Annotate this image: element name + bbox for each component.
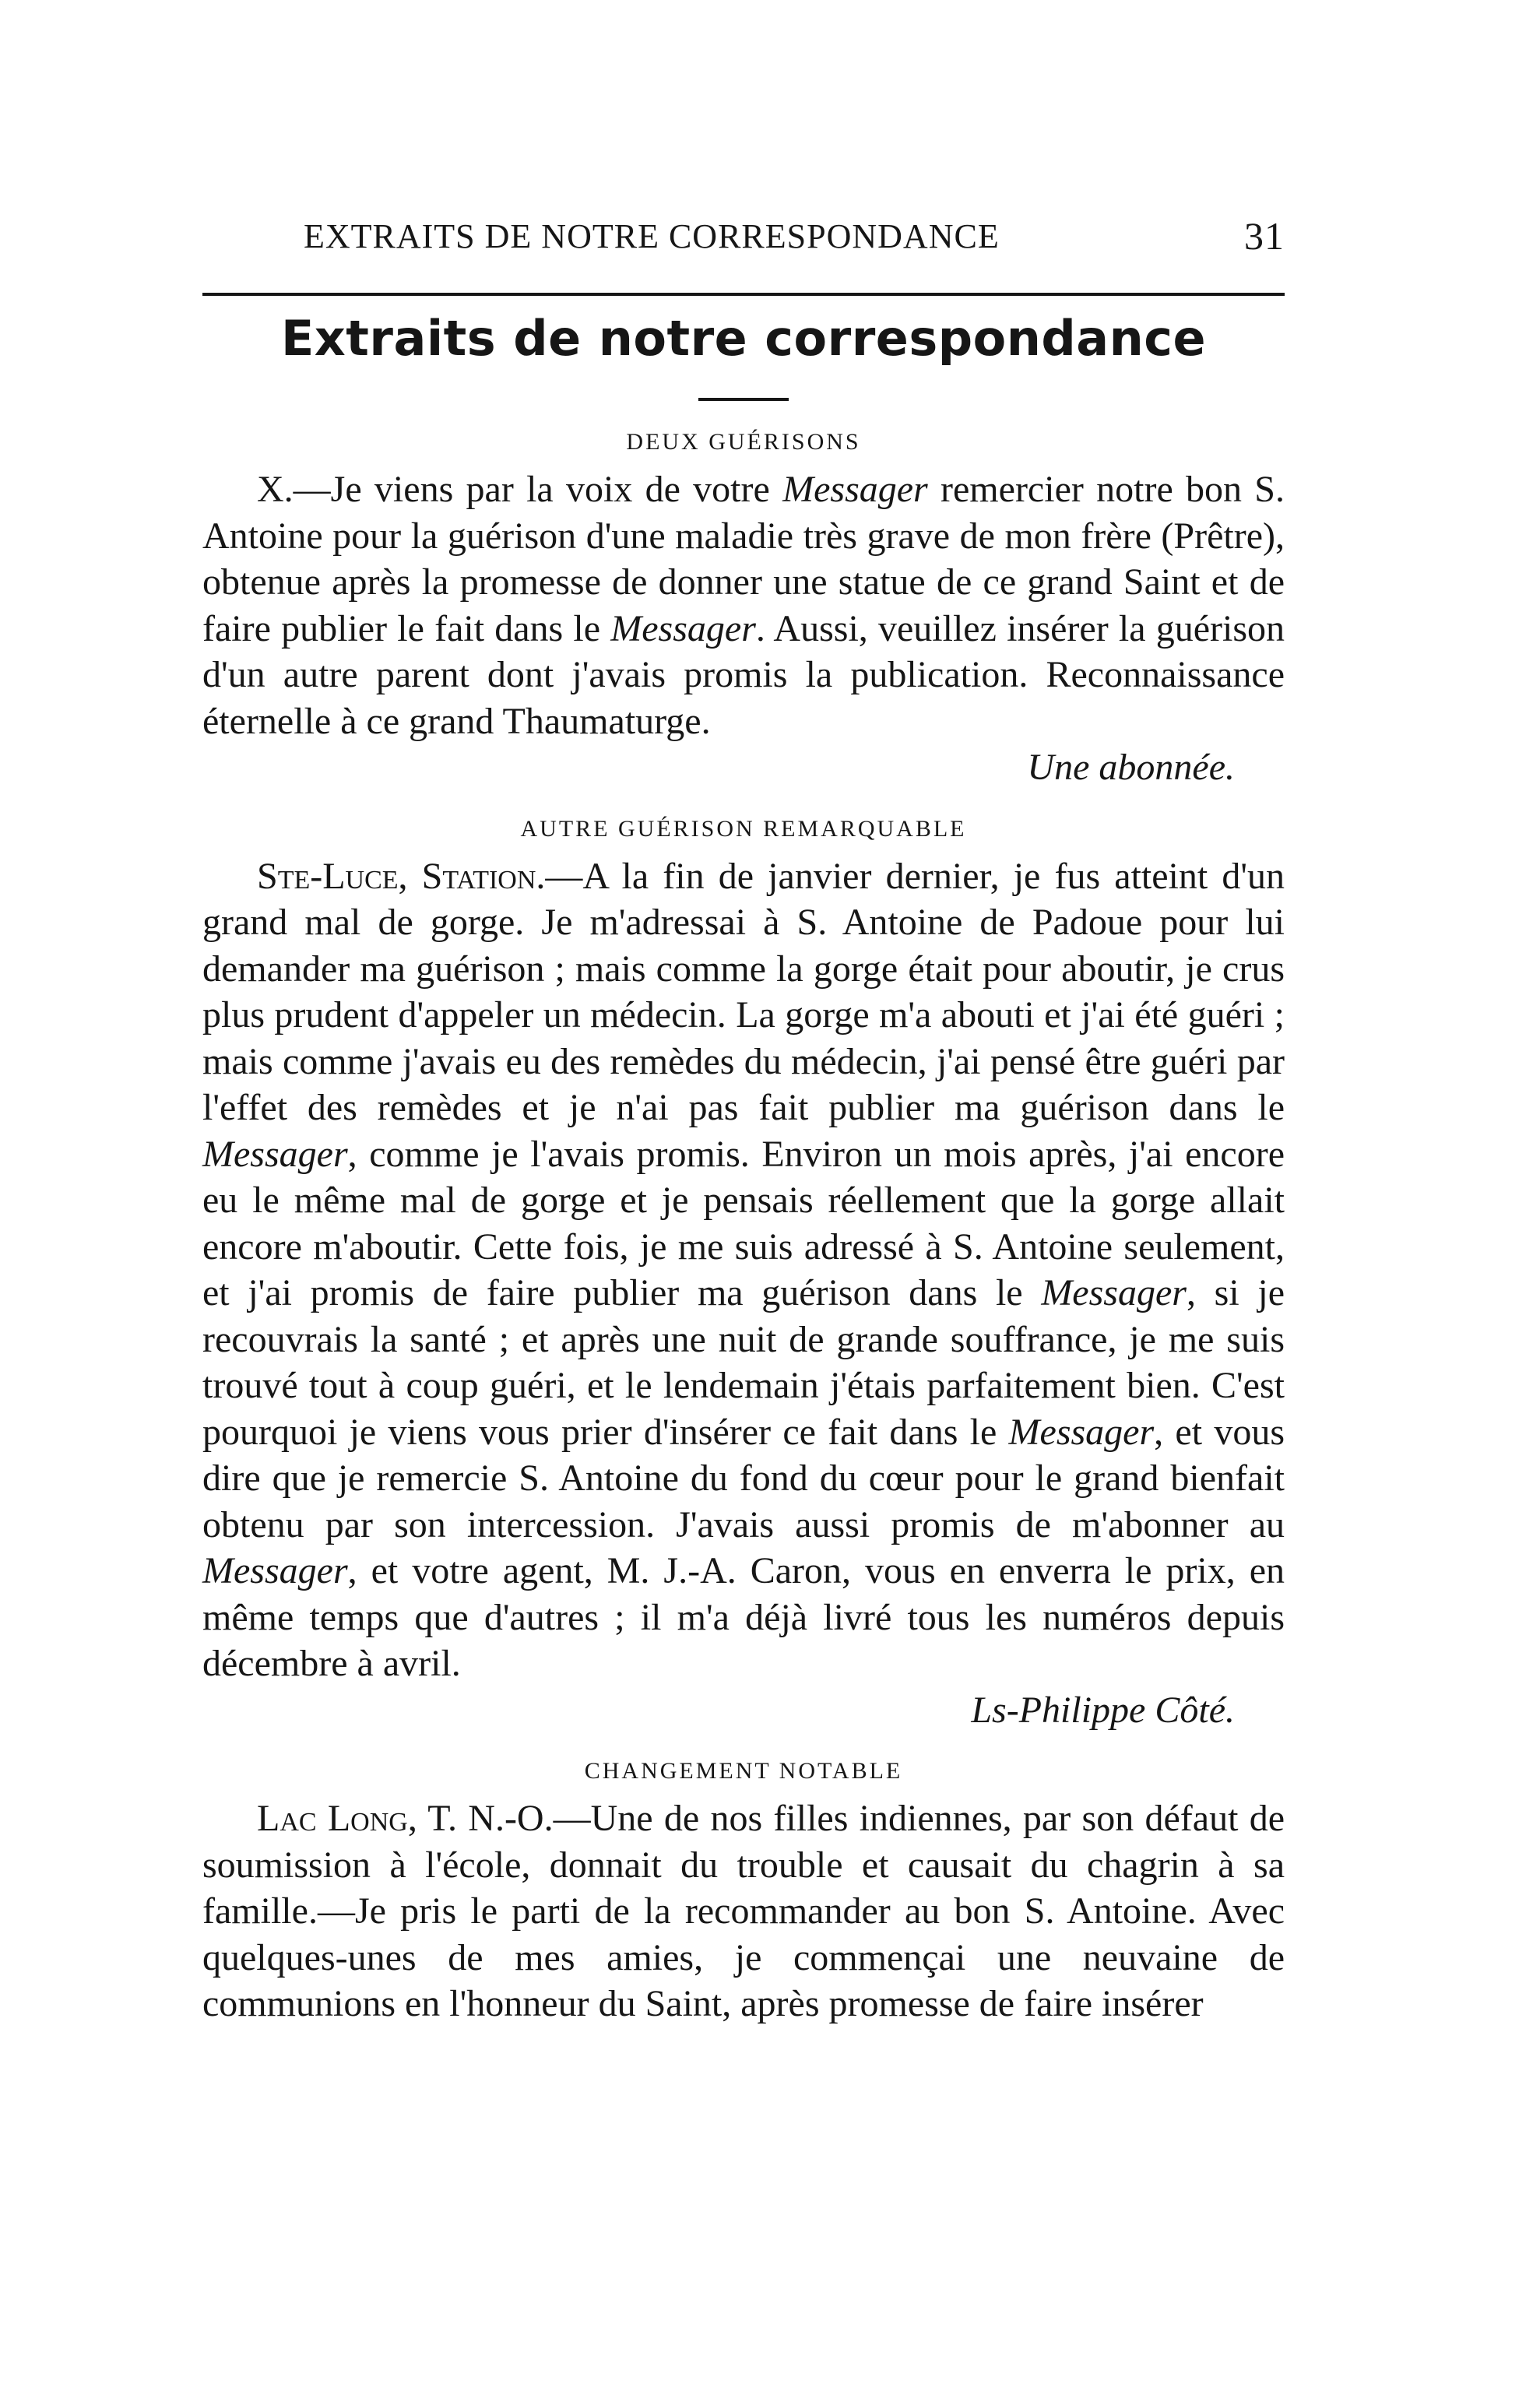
page [202, 210, 1285, 2027]
article-title: Extraits de notre correspondance [280, 310, 1207, 367]
letter-body: X.—Je viens par la voix de votre Messager remercier notre bon S. Antoine pour la guérison d'une maladie très grave de mon frère (Prêtre), obtenue après la promesse de donner une statue de ce grand Saint et de faire publier le fait dans le Messager. Aussi, veuillez insérer la guérison d'un autre parent dont j'avais promis la publication. Reconnaissance éternelle à ce grand Thaumaturge. [202, 469, 1285, 742]
journal-title: Messager [782, 469, 928, 510]
header-rule [202, 293, 1285, 296]
section-heading-deux-guerisons: DEUX GUÉRISONS [626, 429, 861, 455]
running-title: EXTRAITS DE NOTRE CORRESPONDANCE [304, 217, 1000, 255]
letter-body: —Une de nos filles indiennes, par son défaut de soumission à l'école, donnait du trouble et causait du chagrin à sa famille.—Je pris le parti de la recommander au bon S. Antoine. Avec quelques-unes de mes amies, je commençai une neuvaine de communions en l'honneur du Saint, après promesse de faire insérer [202, 1798, 1285, 2024]
letter-place: Lac Long, T. N.-O. [257, 1798, 554, 1839]
journal-title: Messager [202, 1133, 348, 1175]
letter-autre-guerison [202, 853, 1285, 1687]
letter-changement-notable [202, 1795, 1285, 2027]
journal-title: Messager [1041, 1272, 1187, 1313]
journal-title: Messager [1008, 1411, 1155, 1453]
title-divider [698, 398, 789, 401]
signature-une-abonnee: Une abonnée. [1027, 747, 1235, 788]
letter-deux-guerisons [202, 466, 1285, 744]
running-head [202, 210, 1285, 265]
journal-title: Messager [202, 1550, 348, 1591]
page-number: 31 [1244, 214, 1285, 258]
section-heading-changement-notable: CHANGEMENT NOTABLE [584, 1758, 903, 1784]
signature-ls-philippe-cote: Ls-Philippe Côté. [971, 1689, 1235, 1731]
journal-title: Messager [610, 607, 756, 649]
letter-place: Ste-Luce, Station. [257, 855, 546, 897]
letter-body: —A la fin de janvier dernier, je fus atteint d'un grand mal de gorge. Je m'adressai à S. Antoine de Padoue pour lui demander ma guérison ; mais comme la gorge était pour aboutir, je crus plus prudent d'appeler un médecin. La gorge m'a abouti et j'ai été guéri ; mais comme j'avais eu des remèdes du médecin, j'ai pensé être guéri par l'effet des remèdes et je n'ai pas fait publier ma guérison dans le Messager, comme je l'avais promis. Environ un mois après, j'ai encore eu le même mal de gorge et je pensais réellement que la gorge allait encore m'aboutir. Cette fois, je me suis adressé à S. Antoine seulement, et j'ai promis de faire publier ma guérison dans le Messager, si je recouvrais la santé ; et après une nuit de grande souffrance, je me suis trouvé tout à coup guéri, et le lendemain j'étais parfaitement bien. C'est pourquoi je viens vous prier d'insérer ce fait dans le Messager, et vous dire que je remercie S. Antoine du fond du cœur pour le grand bienfait obtenu par son intercession. J'avais aussi promis de m'abonner au Messager, et votre agent, M. J.-A. Caron, vous en enverra le prix, en même temps que d'autres ; il m'a déjà livré tous les numéros depuis décembre à avril. [202, 855, 1285, 1684]
section-heading-autre-guerison: AUTRE GUÉRISON REMARQUABLE [520, 815, 967, 842]
